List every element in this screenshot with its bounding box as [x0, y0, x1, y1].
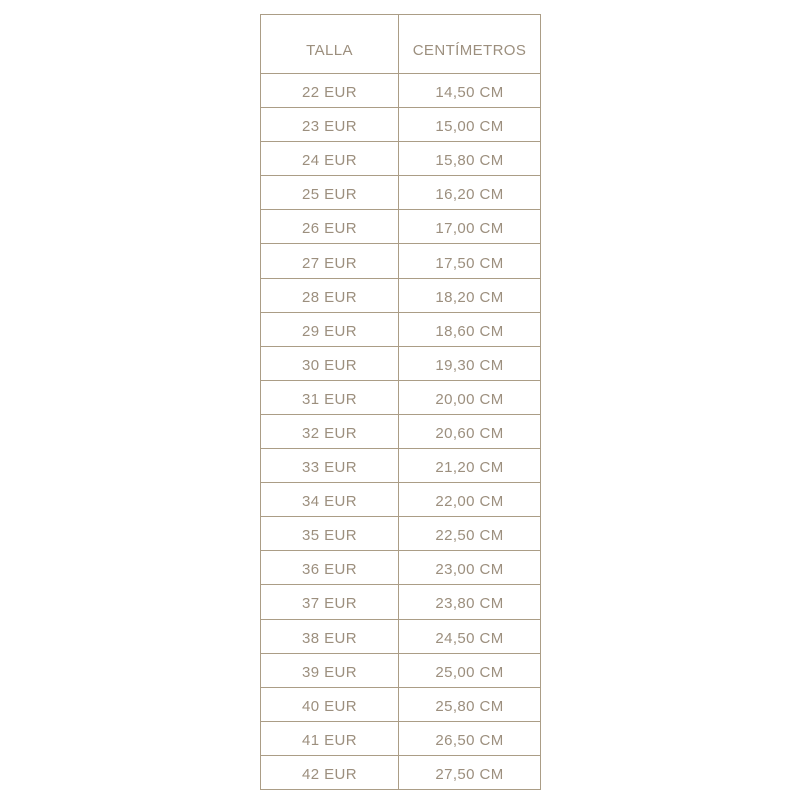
talla-cell: 22 EUR: [261, 74, 399, 108]
centimetros-cell: 18,60 CM: [399, 312, 541, 346]
talla-cell: 38 EUR: [261, 619, 399, 653]
table-row: [261, 414, 541, 448]
table-row: [261, 108, 541, 142]
table-header-row: [261, 15, 541, 74]
centimetros-cell: 19,30 CM: [399, 346, 541, 380]
talla-cell: 27 EUR: [261, 244, 399, 278]
centimetros-cell: 15,80 CM: [399, 142, 541, 176]
talla-cell: 23 EUR: [261, 108, 399, 142]
talla-cell: 32 EUR: [261, 414, 399, 448]
table-row: [261, 74, 541, 108]
table-row: [261, 687, 541, 721]
talla-cell: 34 EUR: [261, 483, 399, 517]
talla-cell: 29 EUR: [261, 312, 399, 346]
table-row: [261, 517, 541, 551]
talla-cell: 37 EUR: [261, 585, 399, 619]
table-row: [261, 551, 541, 585]
table-row: [261, 176, 541, 210]
centimetros-cell: 22,50 CM: [399, 517, 541, 551]
centimetros-cell: 18,20 CM: [399, 278, 541, 312]
talla-cell: 35 EUR: [261, 517, 399, 551]
centimetros-cell: 25,80 CM: [399, 687, 541, 721]
table-row: [261, 142, 541, 176]
centimetros-cell: 23,80 CM: [399, 585, 541, 619]
talla-cell: 42 EUR: [261, 755, 399, 789]
table-row: [261, 346, 541, 380]
centimetros-cell: 15,00 CM: [399, 108, 541, 142]
table-row: [261, 244, 541, 278]
table-row: [261, 449, 541, 483]
size-conversion-table: [260, 14, 541, 790]
table-row: [261, 312, 541, 346]
table-row: [261, 721, 541, 755]
centimetros-cell: 21,20 CM: [399, 449, 541, 483]
size-table-body: [261, 74, 541, 790]
table-row: [261, 755, 541, 789]
centimetros-cell: 26,50 CM: [399, 721, 541, 755]
centimetros-cell: 14,50 CM: [399, 74, 541, 108]
table-row: [261, 483, 541, 517]
talla-cell: 31 EUR: [261, 380, 399, 414]
talla-cell: 26 EUR: [261, 210, 399, 244]
header-centimetros: CENTÍMETROS: [399, 15, 541, 74]
centimetros-cell: 27,50 CM: [399, 755, 541, 789]
centimetros-cell: 20,00 CM: [399, 380, 541, 414]
header-talla: TALLA: [261, 15, 399, 74]
talla-cell: 41 EUR: [261, 721, 399, 755]
talla-cell: 24 EUR: [261, 142, 399, 176]
centimetros-cell: 24,50 CM: [399, 619, 541, 653]
table-row: [261, 653, 541, 687]
centimetros-cell: 22,00 CM: [399, 483, 541, 517]
centimetros-cell: 17,50 CM: [399, 244, 541, 278]
talla-cell: 40 EUR: [261, 687, 399, 721]
table-row: [261, 619, 541, 653]
centimetros-cell: 25,00 CM: [399, 653, 541, 687]
table-row: [261, 585, 541, 619]
talla-cell: 28 EUR: [261, 278, 399, 312]
talla-cell: 39 EUR: [261, 653, 399, 687]
centimetros-cell: 23,00 CM: [399, 551, 541, 585]
talla-cell: 36 EUR: [261, 551, 399, 585]
centimetros-cell: 17,00 CM: [399, 210, 541, 244]
talla-cell: 25 EUR: [261, 176, 399, 210]
centimetros-cell: 20,60 CM: [399, 414, 541, 448]
centimetros-cell: 16,20 CM: [399, 176, 541, 210]
table-row: [261, 380, 541, 414]
table-row: [261, 278, 541, 312]
talla-cell: 30 EUR: [261, 346, 399, 380]
table-row: [261, 210, 541, 244]
talla-cell: 33 EUR: [261, 449, 399, 483]
